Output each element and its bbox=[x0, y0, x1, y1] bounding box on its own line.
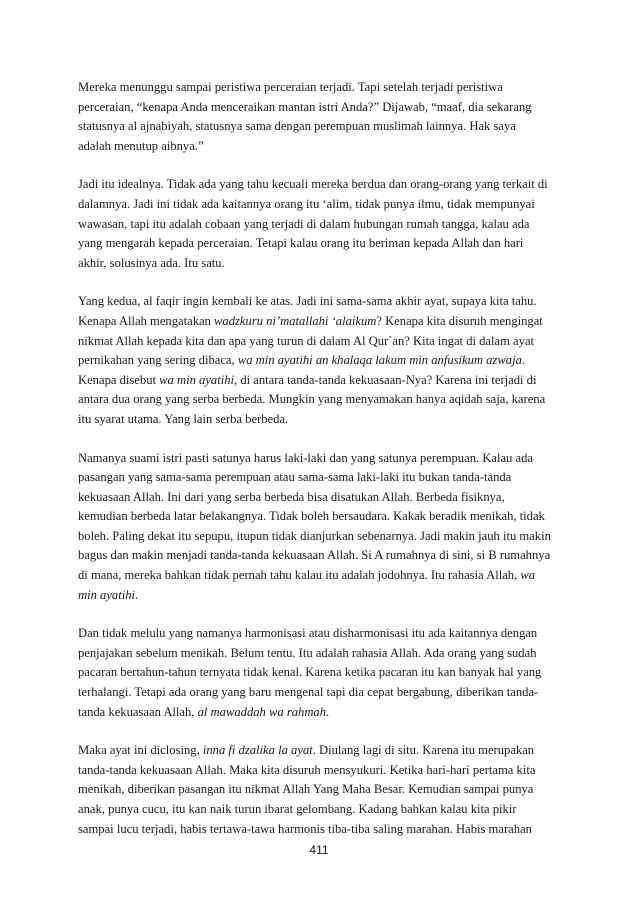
text-line bbox=[78, 410, 564, 430]
text-segment: Yang kedua, al faqir ingin kembali ke atas. Jadi ini sama-sama akhir ayat, supaya kita tahu. bbox=[78, 294, 537, 309]
text-line bbox=[78, 215, 564, 235]
text-line bbox=[78, 624, 564, 644]
text-line bbox=[78, 117, 564, 137]
italic-transliteration: wadzkuru ni’matallahi ‘alaikum bbox=[214, 313, 377, 328]
text-line bbox=[78, 390, 564, 410]
text-segment: Namanya suami istri pasti satunya harus laki-laki dan yang satunya perempuan. Kalau ada bbox=[78, 450, 533, 465]
text-line bbox=[78, 312, 564, 332]
text-line bbox=[78, 703, 564, 723]
text-segment: . bbox=[135, 587, 139, 602]
text-line bbox=[78, 98, 564, 118]
text-line bbox=[78, 449, 564, 469]
text-segment: nikmat Allah kepada kita dan apa yang turun di dalam Al Qur`an? Kita ingat di dalam ayat bbox=[78, 333, 535, 348]
text-line bbox=[78, 820, 564, 840]
text-segment: Kenapa disebut bbox=[78, 372, 160, 387]
italic-transliteration: inna fi dzalika la ayat bbox=[202, 743, 313, 758]
text-segment: Kenapa Allah mengatakan bbox=[78, 313, 215, 328]
page-number: 411 bbox=[309, 843, 329, 857]
text-segment: adalah menutup aibnya.” bbox=[78, 138, 204, 153]
text-segment: statusnya al ajnabiyah, statusnya sama dengan perempuan muslimah lainnya. Hak saya bbox=[78, 119, 516, 134]
text-segment: di mana, mereka bahkan tidak pernah tahu kalau itu adalah jodohnya. Itu rahasia Allah, bbox=[78, 568, 521, 583]
text-segment: bagus dan makin menjadi tanda-tanda kekuasaan Allah. Si A rumahnya di sini, si B rumahnya bbox=[78, 548, 551, 563]
text-line bbox=[78, 527, 564, 547]
text-segment: . bbox=[521, 353, 526, 368]
text-line bbox=[78, 800, 564, 820]
text-segment: itu syarat utama. Yang lain serba berbeda. bbox=[78, 411, 289, 426]
text-line bbox=[78, 78, 564, 98]
paragraph bbox=[78, 78, 564, 156]
text-line bbox=[78, 371, 564, 391]
text-segment: menikah, diberikan pasangan itu nikmat Allah Yang Maha Besar. Kemudian sampai punya bbox=[78, 782, 534, 797]
text-segment: pacaran bertahun-tahun ternyata tidak kenal. Karena ketika pacaran itu kan banyak hal yang bbox=[78, 665, 542, 680]
text-line bbox=[78, 351, 564, 371]
paragraph bbox=[78, 624, 564, 722]
text-line bbox=[78, 137, 564, 157]
text-segment: tanda-tanda kekuasaan Allah. Maka kita disuruh mensyukuri. Ketika hari-hari pertama kita bbox=[78, 762, 536, 777]
text-line bbox=[78, 254, 564, 274]
paragraph bbox=[78, 449, 564, 606]
text-segment: Mereka menunggu sampai peristiwa perceraian terjadi. Tapi setelah terjadi peristiwa bbox=[78, 80, 503, 94]
paragraph bbox=[78, 175, 564, 273]
text-segment: sampai lucu terjadi, habis tertawa-tawa harmonis tiba-tiba saling marahan. Habis marahan bbox=[78, 821, 532, 836]
text-line bbox=[78, 175, 564, 195]
text-segment: pernikahan yang sering dibaca, bbox=[78, 353, 238, 368]
italic-transliteration: wa min ayatihi bbox=[159, 372, 235, 387]
text-segment: penjajakan sebelum menikah. Belum tentu. Itu adalah rahasia Allah. Ada orang yang sudah bbox=[78, 645, 537, 660]
text-segment: boleh. Paling dekat itu sepupu, itupun tidak dianjurkan sebenarnya. Jadi makin jauh itu makin bbox=[78, 528, 551, 543]
text-segment: tanda kekuasaan Allah, bbox=[78, 704, 198, 719]
text-line bbox=[78, 546, 564, 566]
text-line bbox=[78, 644, 564, 664]
text-segment: Maka ayat ini diclosing, bbox=[78, 743, 203, 758]
text-segment: , di antara tanda-tanda kekuasaan-Nya? Karena ini terjadi di bbox=[234, 372, 537, 387]
text-segment: dalamnya. Jadi ini tidak ada kaitannya orang itu ‘alim, tidak punya ilmu, tidak mempunyai bbox=[78, 196, 535, 211]
paragraph bbox=[78, 741, 564, 839]
text-line bbox=[78, 332, 564, 352]
text-line bbox=[78, 663, 564, 683]
text-line bbox=[78, 566, 564, 586]
text-line bbox=[78, 780, 564, 800]
text-segment: . Diulang lagi di situ. Karena itu merupakan bbox=[312, 743, 535, 758]
text-line bbox=[78, 488, 564, 508]
text-segment: ? Kenapa kita disuruh mengingat bbox=[376, 313, 543, 328]
text-line bbox=[78, 761, 564, 781]
text-line bbox=[78, 195, 564, 215]
text-line bbox=[78, 468, 564, 488]
text-line bbox=[78, 586, 564, 606]
text-line bbox=[78, 683, 564, 703]
text-segment: antara dua orang yang serba berbeda. Mungkin yang menyamakan hanya aqidah saja, karena bbox=[78, 392, 546, 407]
document-body bbox=[78, 78, 564, 858]
paragraph bbox=[78, 292, 564, 429]
text-segment: . bbox=[326, 704, 330, 719]
text-segment: Dan tidak melulu yang namanya harmonisasi atau disharmonisasi itu ada kaitannya dengan bbox=[78, 626, 538, 641]
text-segment: Jadi itu idealnya. Tidak ada yang tahu kecuali mereka berdua dan orang-orang yang terkait di bbox=[78, 177, 548, 192]
text-segment: terhalangi. Tetapi ada orang yang baru mengenal tapi dia cepat bergabung, diberikan tanda- bbox=[78, 685, 539, 700]
text-segment: perceraian, “kenapa Anda menceraikan mantan istri Anda?” Dijawab, “maaf, dia sekarang bbox=[78, 99, 532, 114]
italic-transliteration: min ayatihi bbox=[78, 587, 136, 602]
italic-transliteration: wa min ayatihi an khalaqa lakum min anfusikum azwaja bbox=[237, 353, 522, 368]
text-segment: kemudian berbeda latar belakangnya. Tidak boleh bersaudara. Kakak beradik menikah, tidak bbox=[78, 509, 545, 524]
text-line bbox=[78, 234, 564, 254]
text-line bbox=[78, 741, 564, 761]
italic-transliteration: wa bbox=[520, 568, 536, 583]
italic-transliteration: al mawaddah wa rahmah bbox=[197, 704, 327, 719]
text-segment: pasangan yang sama-sama perempuan atau sama-sama laki-laki itu bukan tanda-tanda bbox=[78, 470, 512, 485]
text-segment: akhir, solusinya ada. Itu satu. bbox=[78, 255, 225, 270]
text-segment: wawasan, tapi itu adalah cobaan yang terjadi di dalam hubungan rumah tangga, kalau ada bbox=[78, 216, 530, 231]
text-line bbox=[78, 507, 564, 527]
text-segment: yang mengarah kepada perceraian. Tetapi kalau orang itu beriman kepada Allah dan hari bbox=[78, 236, 524, 251]
text-segment: kekuasaan Allah. Ini dari yang serba berbeda bisa disatukan Allah. Berbeda fisiknya, bbox=[78, 489, 505, 504]
text-line bbox=[78, 292, 564, 312]
text-segment: anak, punya cucu, itu kan naik turun ibarat gelombang. Kadang bahkan kalau kita pikir bbox=[78, 802, 517, 816]
